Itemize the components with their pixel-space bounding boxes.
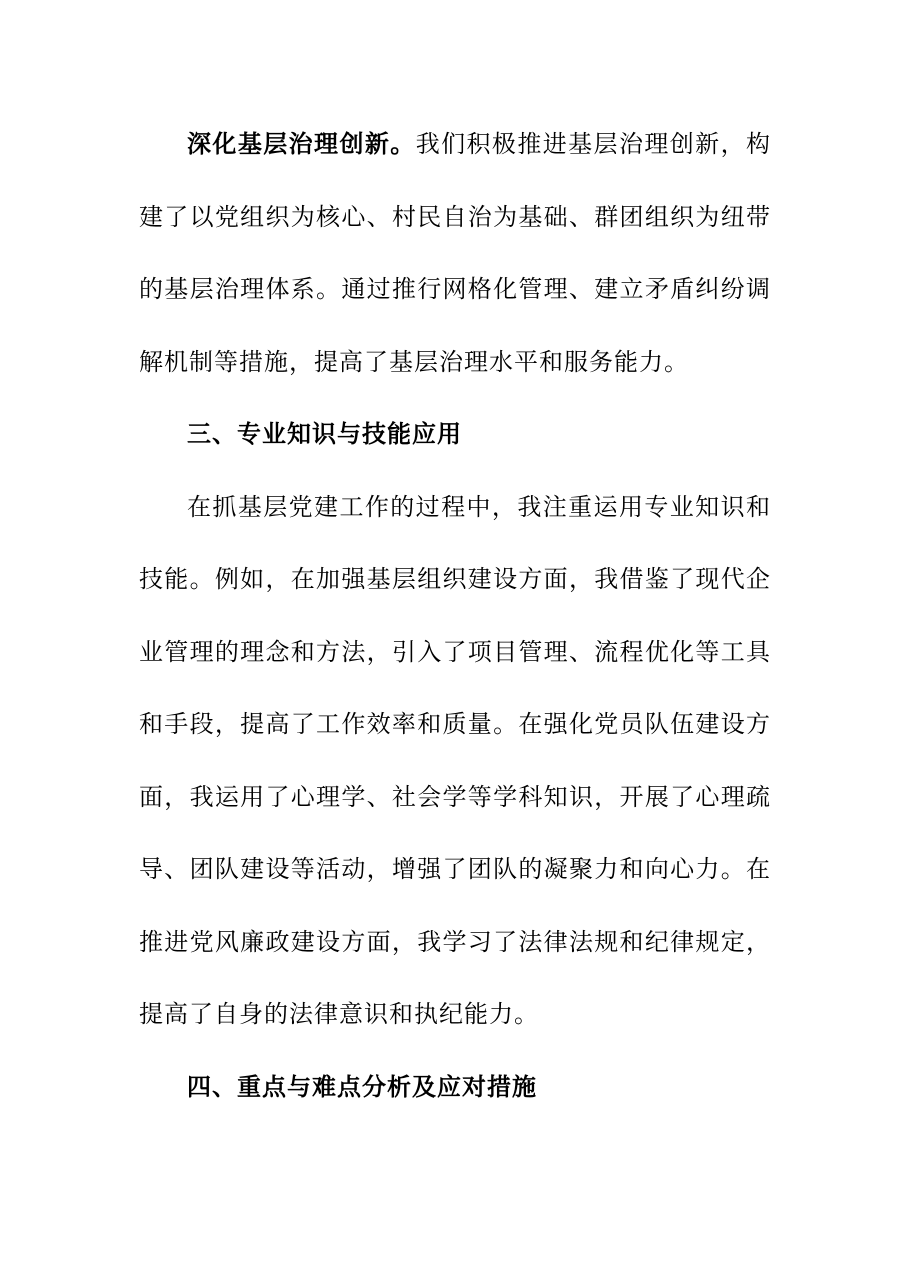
paragraph-lead-bold: 深化基层治理创新。 xyxy=(187,129,416,158)
paragraph-body-text: 我们积极推进基层治理创新，构建了以党组织为核心、村民自治为基础、群团组织为纽带的基层治理体系。通过推行网格化管理、建立矛盾纠纷调解机制等措施，提高了基层治理水平和服务能力。 xyxy=(139,130,772,376)
section-heading-4: 四、重点与难点分析及应对措施 xyxy=(187,1071,537,1101)
paragraph-professional-skills: 在抓基层党建工作的过程中，我注重运用专业知识和技能。例如，在加强基层组织建设方面，我借鉴了现代企业管理的理念和方法，引入了项目管理、流程优化等工具和手段，提高了工作效率和质量。在强化党员队伍建设方面，我运用了心理学、社会学等学科知识，开展了心理疏导、团队建设等活动，增强了团队的凝聚力和向心力。在推进党风廉政建设方面，我学习了法律法规和纪律规定，提高了自身的法律意识和执纪能力。 xyxy=(139,492,771,1028)
section-heading-3: 三、专业知识与技能应用 xyxy=(187,419,462,448)
document-body xyxy=(139,108,771,1123)
paragraph-governance-innovation xyxy=(139,108,771,398)
